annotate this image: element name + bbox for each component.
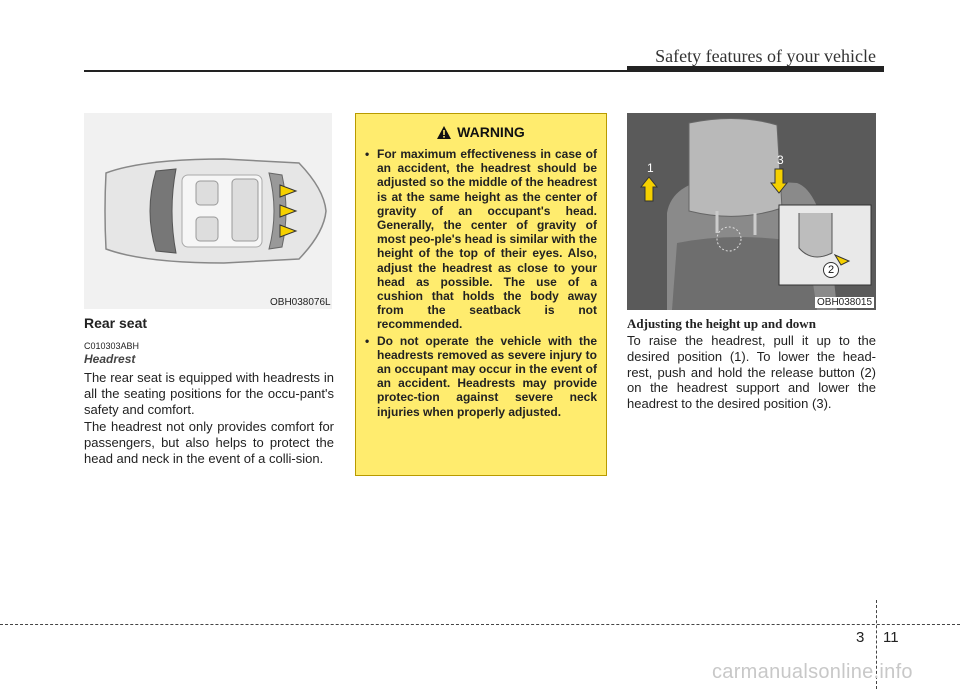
watermark: carmanualsonline.info xyxy=(712,661,913,683)
callout-3: 3 xyxy=(777,153,784,167)
paragraph-2: The headrest not only provides comfort for passengers, but also helps to protect the head and neck in the event of a colli-sion. xyxy=(84,419,334,466)
section-code: C010303ABH xyxy=(84,341,140,351)
figure-caption: Adjusting the height up and down xyxy=(627,316,816,331)
subheading: Headrest xyxy=(84,352,136,366)
paragraph-1: The rear seat is equipped with headrests in all the seating positions for the occu-pant's safety and comfort. xyxy=(84,370,334,417)
callout-1: 1 xyxy=(647,161,654,175)
warning-box xyxy=(355,113,607,476)
header-rule xyxy=(84,70,884,72)
headrest-figure xyxy=(627,113,876,310)
chapter-number: 3 xyxy=(856,629,865,646)
footer-rule xyxy=(0,624,960,625)
page-number: 11 xyxy=(883,629,899,646)
warning-header xyxy=(356,124,606,142)
warning-item: • Do not operate the vehicle with the headrests removed as severe injury to an occupant may occur in the event of an accident. Headrests may provide protec-tion against severe neck injuries when properly adjusted. xyxy=(365,334,597,419)
warning-list xyxy=(365,147,597,421)
warning-title: WARNING xyxy=(457,124,525,140)
warning-triangle-icon xyxy=(437,126,451,142)
paragraph-right: To raise the headrest, pull it up to the desired position (1). To lower the head-rest, push and hold the release button (2) on the headrest support and lower the headrest to the desired position (3). xyxy=(627,333,876,412)
section-title: Rear seat xyxy=(84,315,148,331)
header-title: Safety features of your vehicle xyxy=(655,46,876,66)
car-top-view-figure xyxy=(84,113,332,309)
figure-label-right: OBH038015 xyxy=(817,297,873,308)
figure-label-left: OBH038076L xyxy=(270,297,331,308)
headrest-illustration xyxy=(627,113,876,310)
car-illustration xyxy=(84,113,332,309)
callout-2: 2 xyxy=(823,262,839,278)
warning-item: • For maximum effectiveness in case of an accident, the headrest should be adjusted so the middle of the headrest is at the same height as the center of gravity of an occupant's head. Generally, the center of gravity of most peo-ple's head is similar with the height of the top of their eyes. Also, adjust the headrest as close to your head as possible. The use of a cushion that holds the body away from the seatback is not recommended. xyxy=(365,147,597,332)
